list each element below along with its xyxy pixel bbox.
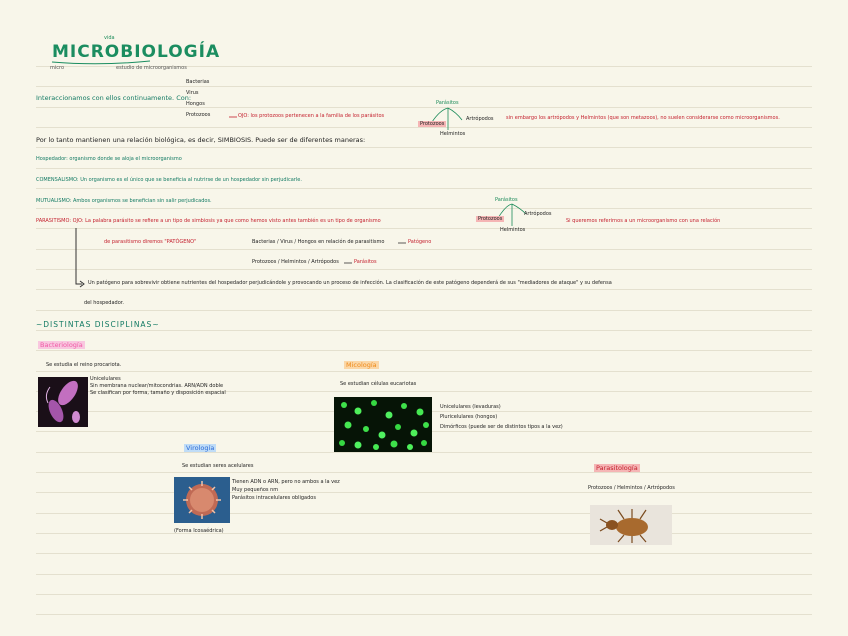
micologia-desc: Se estudian células eucariotas [340, 381, 417, 387]
parasitos-label: Parásitos [436, 100, 459, 106]
fungi-image [334, 397, 432, 452]
parasitos-label-2: Parásitos [495, 197, 518, 203]
bacteriologia-note-1: Unicelulares [90, 376, 121, 382]
parasitos-result-label: Parásitos [354, 259, 377, 265]
fungi-cells-illustration [334, 397, 432, 452]
virologia-desc: Se estudian seres acelulares [182, 463, 254, 469]
artropodos-label-2: Artrópodos [524, 211, 552, 217]
hospedador-definition: Hospedador: organismo donde se aloja el microorganismo [36, 156, 182, 162]
page-title: MICROBIOLOGÍA [52, 42, 221, 62]
list-item-bacterias: Bacterias [186, 79, 210, 85]
protozoos-label: Protozoos [420, 121, 445, 127]
list-item-protozoos: Protozoos [186, 112, 211, 118]
virologia-note-2: Muy pequeños nm [232, 487, 279, 493]
micologia-note-1: Unicelulares (levaduras) [440, 404, 501, 410]
helmintos-label-2: Helmintos [500, 227, 526, 233]
bacteriologia-desc: Se estudia el reino procariota. [46, 362, 122, 368]
list-item-virus: Virus [186, 90, 199, 96]
protozoos-label-2: Protozoos [478, 216, 503, 222]
parasitologia-title: Parasitología [596, 464, 638, 472]
parasitismo-definition: PARASITISMO: OJO: La palabra parásito se refiere a un tipo de simbiosis ya que como hemos visto antes también es un tipo de organismo [36, 218, 381, 224]
title-superscript: vida [104, 35, 115, 41]
louse-image [590, 505, 672, 545]
louse-illustration [590, 505, 672, 545]
ojo-note: OJO: los protozoos pertenecen a la familia de los parásitos [238, 113, 385, 119]
patogeno-explanation-end: del hospedador. [84, 300, 124, 306]
mutualismo-definition: MUTUALISMO: Ambos organismos se benefician sin salir perjudicados. [36, 198, 212, 204]
metazoos-note: sin embargo los artrópodos y Helmintos (que son metazoos), no suelen considerarse como microorganismos. [506, 115, 780, 121]
virologia-note-3: Parásitos intracelulares obligados [232, 495, 316, 501]
micologia-note-3: Dimórficos (puede ser de distintos tipos a la vez) [440, 424, 563, 430]
patogeno-line: de parasitismo diremos "PATÓGENO" [104, 239, 197, 245]
bacteriologia-note-2: Sin membrana nuclear/mitocondrias. ARN/ADN doble [90, 383, 224, 389]
parasitos-bracket-2 [498, 204, 526, 226]
bacteria-image [38, 377, 88, 427]
virus-illustration [174, 477, 230, 523]
title-sub-right: estudio de microorganismos [116, 65, 187, 71]
comensalismo-definition: COMENSALISMO: Un organismo es el único que se beneficia al nutrirse de un hospedador sin perjudicarle. [36, 177, 302, 183]
micologia-title: Micología [346, 361, 377, 369]
parasitismo-arrow [76, 228, 82, 284]
virologia-note-1: Tienen ADN o ARN, pero no ambos a la vez [232, 479, 340, 485]
title-sub-left: micro [50, 65, 65, 71]
patogeno-label: Patógeno [408, 239, 432, 245]
bacteria-illustration [38, 377, 88, 427]
protozoos-parasitismo: Protozoos / Helmintos / Artrópodos [252, 259, 339, 265]
virologia-caption: (Forma Icosaédrica) [174, 528, 224, 534]
simbiosis-text: Por lo tanto mantienen una relación biológica, es decir, SIMBIOSIS. Puede ser de diferentes maneras: [36, 136, 366, 144]
bacterias-parasitismo: Bacterias / Virus / Hongos en relación de parasitismo [252, 239, 385, 245]
artropodos-label: Artrópodos [466, 116, 494, 122]
bacteriologia-title: Bacteriología [40, 341, 83, 349]
virus-image [174, 477, 230, 523]
interact-text: Interaccionamos con ellos continuamente. Con: [36, 94, 192, 102]
helmintos-label: Helmintos [440, 131, 466, 137]
virologia-title: Virología [186, 444, 215, 452]
bacteriologia-note-3: Se clasifican por forma, tamaño y disposición espacial [90, 390, 226, 396]
micologia-note-2: Pluricelulares (hongos) [440, 414, 498, 420]
parasitologia-desc: Protozoos / Helmintos / Artrópodos [588, 485, 675, 491]
patogeno-explanation: Un patógeno para sobrevivir obtiene nutrientes del hospedador perjudicándole y provocando un proceso de infección. La clasificación de este patógeno dependerá de sus "mediadores de ataque" y su defensa [88, 280, 612, 286]
parasitismo-red-note: Si queremos referirnos a un microorganismo con una relación [566, 218, 721, 224]
disciplinas-heading: ~DISTINTAS DISCIPLINAS~ [36, 320, 160, 329]
list-item-hongos: Hongos [186, 101, 205, 107]
